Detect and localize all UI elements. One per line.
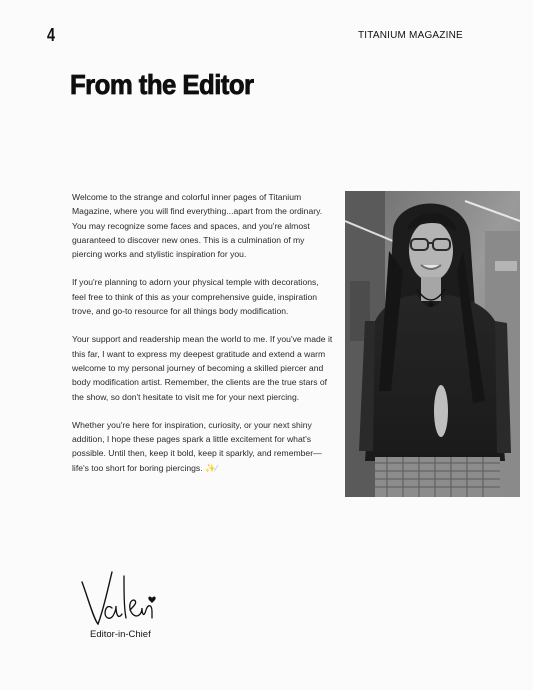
paragraph-closing-text: Whether you're here for inspiration, curiosity, or your next shiny addition, I hope these pages spark a little excitement for what's possible. Until then, keep it bold, keep it sparkly, and remember—life's too short for boring piercings. — [72, 419, 322, 473]
article-body — [72, 190, 334, 489]
editor-signature — [78, 568, 168, 630]
paragraph-gratitude: Your support and readership mean the world to me. If you've made it this far, I want to express my deepest gratitude and extend a warm welcome to my personal journey of becoming a skilled piercer and body modification artist. Remember, the clients are the true stars of the show, so don't hesitate to visit me for your next piercing. — [72, 334, 333, 402]
paragraph-welcome: Welcome to the strange and colorful inner pages of Titanium Magazine, where you will find everything...apart from the ordinary. You may recognize some faces and spaces, and you're almost guaranteed to discover new ones. This is a culmination of my piercing works and stylistic inspiration for you. — [72, 192, 323, 260]
paragraph-closing — [72, 418, 334, 475]
article-title: From the Editor — [70, 69, 254, 100]
editor-portrait-photo — [345, 191, 520, 497]
sparkle-icon: ✨ — [205, 462, 216, 473]
editor-role-label: Editor-in-Chief — [90, 629, 151, 640]
needle-icon: ⁄ — [215, 462, 218, 473]
page-number: 4 — [47, 25, 56, 45]
magazine-name: TITANIUM MAGAZINE — [358, 30, 463, 41]
paragraph-guide: If you're planning to adorn your physical temple with decorations, feel free to think of this as your comprehensive guide, inspiration trove, and go-to resource for all things body modification. — [72, 277, 319, 317]
